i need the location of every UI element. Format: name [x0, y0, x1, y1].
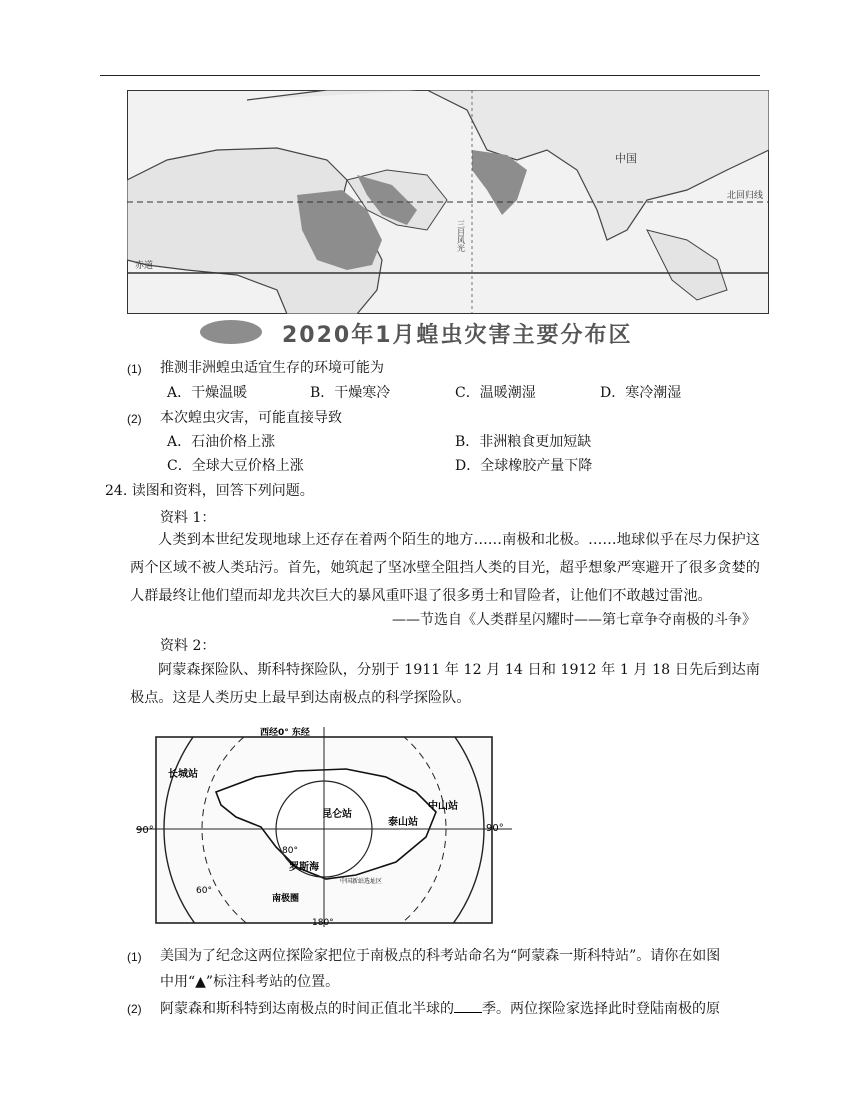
q23-sub2-option-d: D．全球橡胶产量下降 [455, 458, 593, 474]
material2-body: 阿蒙森探险队、斯科特探险队，分别于 1911 年 12 月 14 日和 1912 年 1 月 18 日先后到达南极点。这是人类历史上最早到达南极点的科学探险队。 [130, 662, 760, 706]
rossi-label: 罗斯海 [289, 862, 319, 873]
q24-header: 24. 读图和资料，回答下列问题。 [105, 483, 314, 499]
q23-sub2-num: (2) [127, 412, 142, 426]
zhongshan-label: 中山站 [428, 801, 458, 812]
newstation-label: 中国新站选址区 [340, 878, 383, 885]
lat80-label: 80° [282, 846, 298, 856]
q24-sub2-after: 季。两位探险家选择此时登陆南极的原 [482, 1001, 720, 1017]
q23-sub1-option-a: A．干燥温暖 [167, 385, 248, 401]
material1-title: 资料 1： [160, 510, 216, 526]
q23-sub2-stem: 本次蝗虫灾害，可能直接导致 [160, 410, 342, 426]
q23-sub1-option-b: B．干燥寒冷 [310, 385, 391, 401]
q24-sub2-before: 阿蒙森和斯科特到达南极点的时间正值北半球的 [160, 1001, 454, 1017]
lon60-label: 60° [196, 886, 212, 896]
q23-sub1-num: (1) [127, 362, 142, 376]
q23-sub2-option-b: B．非洲粮食更加短缺 [455, 434, 592, 450]
locust-map [127, 90, 769, 314]
q24-sub2-text [160, 998, 720, 1019]
q23-sub1-stem: 推测非洲蝗虫适宜生存的环境可能为 [160, 360, 384, 376]
q24-sub2-num: (2) [127, 1002, 142, 1016]
q23-sub2-option-c: C．全球大豆价格上涨 [167, 458, 304, 474]
label-equator: 赤道 [135, 261, 154, 271]
map2-top: 西经0° 东经 [260, 728, 310, 738]
map2-left: 90° [136, 825, 154, 836]
q24-sub1-line1: 美国为了纪念这两位探险家把位于南极点的科考站命名为“阿蒙森一斯科特站”。请你在如图 [160, 948, 721, 964]
polar-circle-label: 南极圈 [272, 894, 300, 904]
q24-sub1-line2: 中用“▲”标注科考站的位置。 [160, 974, 340, 990]
map2-right: 90° [486, 823, 504, 834]
taishan-label: 泰山站 [388, 817, 418, 828]
q24-sub1-num: (1) [127, 950, 142, 964]
q23-sub2-option-a: A．石油价格上涨 [167, 434, 276, 450]
kunlun-label: 昆仑站 [322, 809, 352, 820]
legend-text: 2020年1月蝗虫灾害主要分布区 [282, 323, 633, 348]
material1-body: 人类到本世纪发现地球上还存在着两个陌生的地方……南极和北极。……地球似乎在尽力保护这两个区域不被人类玷污。首先，她筑起了坚冰壁全阻挡人类的目光，超乎想象严寒避开了很多贪婪的人群最终让他们望而却龙共次巨大的暴风重吓退了很多勇士和冒险者，让他们不敢越过雷池。 [130, 532, 760, 604]
label-china: 中国 [615, 152, 637, 165]
antarctica-map [136, 727, 512, 927]
q23-sub1-option-d: D．寒冷潮湿 [600, 385, 682, 401]
map2-bottom: 180° [312, 918, 334, 927]
legend-swatch [200, 320, 262, 344]
answer-blank[interactable] [454, 998, 482, 1013]
label-meridian: 三目风光 [456, 220, 466, 252]
q23-sub1-option-c: C．温暖潮湿 [455, 385, 536, 401]
map-legend [200, 316, 700, 350]
changcheng-label: 长城站 [168, 769, 198, 780]
material1-source: ——节选自《人类群星闪耀时——第七章争夺南极的斗争》 [392, 612, 756, 628]
header-rule [100, 75, 760, 76]
material2-title: 资料 2： [160, 638, 216, 654]
label-tropic: 北回归线 [727, 191, 764, 201]
